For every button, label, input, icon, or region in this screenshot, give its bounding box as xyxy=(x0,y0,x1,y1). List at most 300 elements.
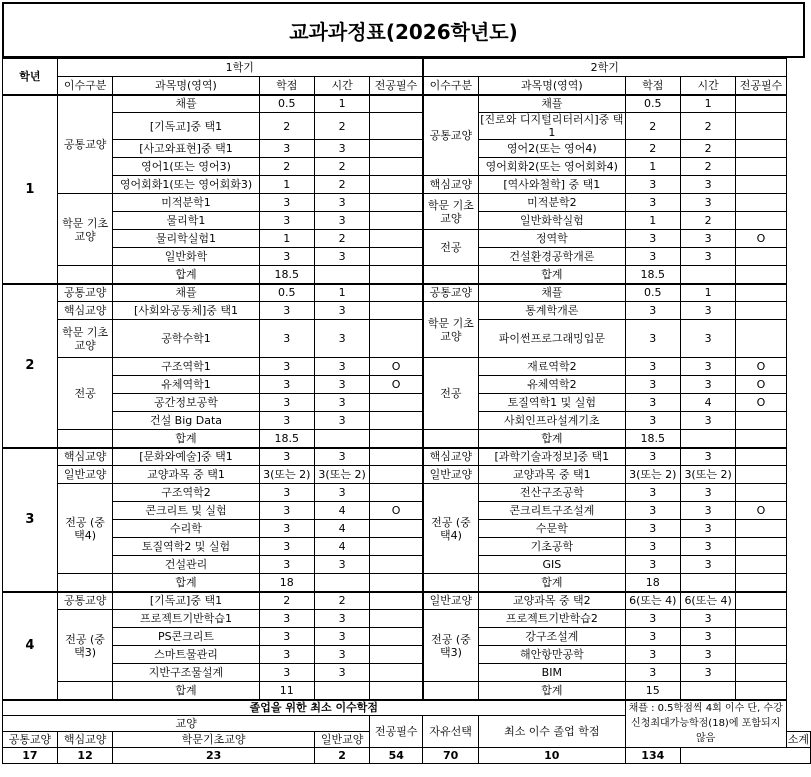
hours: 3 xyxy=(680,520,735,538)
major-required-mark xyxy=(370,176,423,194)
hours: 3 xyxy=(680,556,735,574)
major-required-mark xyxy=(736,212,786,230)
category-cell: 일반교양 xyxy=(423,592,479,610)
credits: 3 xyxy=(259,394,314,412)
major-required-mark xyxy=(736,448,786,466)
hours: 3 xyxy=(680,320,735,358)
hours: 3(또는 2) xyxy=(314,466,369,484)
subject-name: PS콘크리트 xyxy=(113,628,259,646)
credits: 3(또는 2) xyxy=(625,466,680,484)
category-cell: 전공 xyxy=(423,230,479,266)
hours: 3 xyxy=(680,230,735,248)
hours: 3(또는 2) xyxy=(680,466,735,484)
credits: 3 xyxy=(259,140,314,158)
major-required-mark xyxy=(736,284,786,302)
credits: 2 xyxy=(259,158,314,176)
subject-name: 재료역학2 xyxy=(479,358,626,376)
summary-value: 12 xyxy=(57,748,113,764)
hours: 3 xyxy=(314,556,369,574)
credits: 0.5 xyxy=(625,284,680,302)
empty-cell xyxy=(57,430,113,448)
category-cell: 전공 (중 택3) xyxy=(423,610,479,682)
subject-name: 유체역학1 xyxy=(113,376,259,394)
hours: 4 xyxy=(680,394,735,412)
subject-name: 유체역학2 xyxy=(479,376,626,394)
column-header: 학점 xyxy=(259,77,314,95)
subject-name: [사고와표현]중 택1 xyxy=(113,140,259,158)
summary-value: 23 xyxy=(113,748,315,764)
credits: 3 xyxy=(259,628,314,646)
subject-name: GIS xyxy=(479,556,626,574)
category-cell: 전공 xyxy=(423,358,479,430)
major-required-mark: O xyxy=(370,376,423,394)
subject-name: 콘크리트구조설계 xyxy=(479,502,626,520)
subject-name: 해안항만공학 xyxy=(479,646,626,664)
summary-value: 54 xyxy=(370,748,423,764)
major-required-mark xyxy=(736,682,786,700)
subject-name: 영어1(또는 영어3) xyxy=(113,158,259,176)
credits: 3 xyxy=(625,194,680,212)
subject-name: 수문학 xyxy=(479,520,626,538)
column-header: 학점 xyxy=(625,77,680,95)
major-required-mark xyxy=(370,430,423,448)
major-required-mark xyxy=(370,664,423,682)
subject-name: 토질역학1 및 실험 xyxy=(479,394,626,412)
hours: 2 xyxy=(314,230,369,248)
major-required-mark xyxy=(736,520,786,538)
hours: 3 xyxy=(680,194,735,212)
credits: 3 xyxy=(259,538,314,556)
hours xyxy=(314,266,369,284)
subject-name: 파이썬프로그래밍입문 xyxy=(479,320,626,358)
credits: 3 xyxy=(625,520,680,538)
year-label: 4 xyxy=(3,592,58,700)
credits: 0.5 xyxy=(625,95,680,113)
subject-name: 구조역학1 xyxy=(113,358,259,376)
hours: 3 xyxy=(314,212,369,230)
credits: 3 xyxy=(625,376,680,394)
summary-value: 17 xyxy=(3,748,58,764)
empty-cell xyxy=(57,682,113,700)
category-cell: 일반교양 xyxy=(423,466,479,484)
category-cell: 전공 xyxy=(57,358,113,430)
major-required-mark xyxy=(736,266,786,284)
major-required-mark xyxy=(370,520,423,538)
hours: 2 xyxy=(680,158,735,176)
summary-subheader: 학문기초교양 xyxy=(113,732,315,748)
subject-name: 교양과목 중 택1 xyxy=(479,466,626,484)
summary-value: 10 xyxy=(479,748,626,764)
column-header: 시간 xyxy=(680,77,735,95)
year-label: 2 xyxy=(3,284,58,448)
subject-name: 수리학 xyxy=(113,520,259,538)
major-required-mark xyxy=(370,682,423,700)
hours xyxy=(680,430,735,448)
major-required-mark xyxy=(370,412,423,430)
hours: 3 xyxy=(680,412,735,430)
major-required-mark xyxy=(370,610,423,628)
category-cell: 전공 (중 택3) xyxy=(57,610,113,682)
hours: 3 xyxy=(680,302,735,320)
subject-name: 프로젝트기반학습2 xyxy=(479,610,626,628)
major-required-mark xyxy=(370,484,423,502)
hours: 2 xyxy=(314,176,369,194)
major-required-mark xyxy=(736,412,786,430)
subject-name: [문화와예술]중 택1 xyxy=(113,448,259,466)
summary-subheader: 일반교양 xyxy=(314,732,369,748)
subject-name: [진로와 디지털리터러시]중 택1 xyxy=(480,113,624,139)
hours: 1 xyxy=(314,284,369,302)
hours: 3 xyxy=(680,646,735,664)
credits: 3 xyxy=(625,538,680,556)
total-label: 합계 xyxy=(479,430,626,448)
hours: 3 xyxy=(314,358,369,376)
category-cell: 핵심교양 xyxy=(423,176,479,194)
credits: 2 xyxy=(625,140,680,158)
category-cell: 전공 (중 택4) xyxy=(423,484,479,574)
hours: 3 xyxy=(680,376,735,394)
credits: 3 xyxy=(625,628,680,646)
credits: 3 xyxy=(259,302,314,320)
empty-cell xyxy=(57,574,113,592)
subject-name: 건설관리 xyxy=(113,556,259,574)
major-required-mark xyxy=(370,320,423,358)
category-cell: 핵심교양 xyxy=(57,302,113,320)
subject-name: 교양과목 중 택2 xyxy=(479,592,626,610)
total-credits: 18 xyxy=(259,574,314,592)
major-required-mark: O xyxy=(370,502,423,520)
credits: 2 xyxy=(259,113,314,140)
column-header: 전공필수 xyxy=(736,77,786,95)
credits: 3 xyxy=(259,248,314,266)
header-semester-1: 1학기 xyxy=(57,59,423,77)
major-required-mark xyxy=(370,212,423,230)
subject-name: 채플 xyxy=(113,284,259,302)
credits: 3 xyxy=(259,320,314,358)
credits: 3 xyxy=(259,502,314,520)
curriculum-table xyxy=(2,58,811,764)
hours: 3 xyxy=(680,448,735,466)
subject-name: [역사와철학] 중 택1 xyxy=(479,176,626,194)
credits: 3 xyxy=(625,176,680,194)
hours: 4 xyxy=(314,520,369,538)
credits: 2 xyxy=(259,592,314,610)
subject-name: 미적분학1 xyxy=(113,194,259,212)
major-required-mark: O xyxy=(736,230,786,248)
hours: 3 xyxy=(680,502,735,520)
hours: 3 xyxy=(680,484,735,502)
subject-name: 전산구조공학 xyxy=(479,484,626,502)
column-header: 과목명(영역) xyxy=(113,77,259,95)
credits: 3 xyxy=(259,646,314,664)
hours: 4 xyxy=(314,502,369,520)
major-required-mark xyxy=(736,628,786,646)
major-required-mark xyxy=(370,394,423,412)
subject-name: 구조역학2 xyxy=(113,484,259,502)
credits: 3 xyxy=(259,556,314,574)
hours: 3 xyxy=(680,358,735,376)
major-required-mark xyxy=(370,628,423,646)
hours: 3 xyxy=(680,664,735,682)
credits: 3 xyxy=(259,358,314,376)
header-year: 학년 xyxy=(3,59,58,95)
header-semester-2: 2학기 xyxy=(423,59,786,77)
hours: 3 xyxy=(314,320,369,358)
credits: 0.5 xyxy=(259,95,314,113)
major-required-mark xyxy=(370,302,423,320)
summary-major-required-header: 전공필수 xyxy=(370,716,423,748)
major-required-mark xyxy=(736,646,786,664)
total-label: 합계 xyxy=(113,430,259,448)
major-required-mark xyxy=(736,466,786,484)
major-required-mark xyxy=(736,95,786,113)
empty-cell xyxy=(680,748,810,764)
credits: 3 xyxy=(259,610,314,628)
hours: 1 xyxy=(680,284,735,302)
major-required-mark xyxy=(736,592,786,610)
major-required-mark xyxy=(370,266,423,284)
total-label: 합계 xyxy=(479,266,626,284)
subject-name: 공간정보공학 xyxy=(113,394,259,412)
summary-title: 졸업을 위한 최소 이수학점 xyxy=(3,700,626,716)
hours: 3 xyxy=(314,140,369,158)
category-cell: 공통교양 xyxy=(423,95,479,176)
hours: 3 xyxy=(314,194,369,212)
subject-name: [기독교]중 택1 xyxy=(113,592,259,610)
major-required-mark xyxy=(370,248,423,266)
subject-name: 영어회화2(또는 영어회화4) xyxy=(479,158,626,176)
subject-name: 사회인프라설계기초 xyxy=(479,412,626,430)
hours: 3 xyxy=(314,302,369,320)
major-required-mark: O xyxy=(736,502,786,520)
summary-subheader: 핵심교양 xyxy=(57,732,113,748)
hours: 3 xyxy=(680,628,735,646)
credits: 3 xyxy=(625,358,680,376)
subject-name: 건설 Big Data xyxy=(113,412,259,430)
credits: 1 xyxy=(625,212,680,230)
category-cell: 핵심교양 xyxy=(57,448,113,466)
hours: 3 xyxy=(314,448,369,466)
major-required-mark xyxy=(736,158,786,176)
major-required-mark xyxy=(370,646,423,664)
column-header: 이수구분 xyxy=(57,77,113,95)
credits: 3 xyxy=(625,230,680,248)
subject-name: 물리학1 xyxy=(113,212,259,230)
subject-name: [기독교]중 택1 xyxy=(113,113,259,140)
category-cell: 학문 기초교양 xyxy=(423,194,479,230)
subject-name: 미적분학2 xyxy=(479,194,626,212)
subject-name: 정역학 xyxy=(479,230,626,248)
major-required-mark xyxy=(736,113,786,140)
credits: 3 xyxy=(625,394,680,412)
subject-name: 건설환경공학개론 xyxy=(479,248,626,266)
credits: 2 xyxy=(625,113,680,140)
credits: 3 xyxy=(625,248,680,266)
credits: 3 xyxy=(259,412,314,430)
hours: 3 xyxy=(314,664,369,682)
total-label: 합계 xyxy=(479,574,626,592)
hours: 2 xyxy=(680,140,735,158)
major-required-mark xyxy=(370,574,423,592)
category-cell: 핵심교양 xyxy=(423,448,479,466)
total-credits: 18.5 xyxy=(625,266,680,284)
column-header: 이수구분 xyxy=(423,77,479,95)
subject-name: 토질역학2 및 실험 xyxy=(113,538,259,556)
hours: 3 xyxy=(680,538,735,556)
hours: 3 xyxy=(314,484,369,502)
summary-value: 2 xyxy=(314,748,369,764)
credits: 1 xyxy=(259,176,314,194)
total-label: 합계 xyxy=(113,682,259,700)
credits: 3 xyxy=(625,412,680,430)
subject-name: [사회와공동체]중 택1 xyxy=(113,302,259,320)
credits: 3 xyxy=(259,484,314,502)
major-required-mark xyxy=(370,556,423,574)
hours: 3 xyxy=(314,248,369,266)
major-required-mark xyxy=(370,158,423,176)
total-label: 합계 xyxy=(113,266,259,284)
subject-name: 지반구조물설계 xyxy=(113,664,259,682)
summary-free-elective-header: 자유선택 xyxy=(423,716,479,748)
summary-subheader: 공통교양 xyxy=(3,732,58,748)
subject-name: 콘크리트 및 실험 xyxy=(113,502,259,520)
category-cell: 공통교양 xyxy=(423,284,479,302)
hours: 3 xyxy=(680,176,735,194)
major-required-mark xyxy=(370,592,423,610)
subject-name: 영어2(또는 영어4) xyxy=(479,140,626,158)
major-required-mark xyxy=(370,538,423,556)
total-label: 합계 xyxy=(479,682,626,700)
subject-name: 채플 xyxy=(113,95,259,113)
hours: 2 xyxy=(314,592,369,610)
major-required-mark xyxy=(370,113,423,140)
empty-cell xyxy=(423,682,479,700)
subject-name: [과학기술과정보]중 택1 xyxy=(479,448,626,466)
major-required-mark xyxy=(370,284,423,302)
credits: 3 xyxy=(259,194,314,212)
major-required-mark xyxy=(736,664,786,682)
major-required-mark xyxy=(736,194,786,212)
credits: 3 xyxy=(625,302,680,320)
subject-name: 프로젝트기반학습1 xyxy=(113,610,259,628)
subject-name: 일반화학 xyxy=(113,248,259,266)
year-label: 3 xyxy=(3,448,58,592)
major-required-mark xyxy=(370,466,423,484)
total-label: 합계 xyxy=(113,574,259,592)
summary-value: 70 xyxy=(423,748,479,764)
subject-name: BIM xyxy=(479,664,626,682)
category-cell: 학문 기초교양 xyxy=(57,194,113,266)
subject-name: 교양과목 중 택1 xyxy=(113,466,259,484)
category-cell: 일반교양 xyxy=(57,466,113,484)
total-credits: 18.5 xyxy=(625,430,680,448)
major-required-mark xyxy=(736,556,786,574)
major-required-mark xyxy=(370,194,423,212)
subject-name: 영어회화1(또는 영어회화3) xyxy=(113,176,259,194)
major-required-mark xyxy=(736,538,786,556)
hours: 3 xyxy=(680,248,735,266)
credits: 3 xyxy=(625,320,680,358)
major-required-mark xyxy=(370,448,423,466)
page-title: 교과과정표(2026학년도) xyxy=(2,2,805,58)
subject-name: 스마트물관리 xyxy=(113,646,259,664)
credits: 3(또는 2) xyxy=(259,466,314,484)
hours: 2 xyxy=(314,158,369,176)
total-credits: 11 xyxy=(259,682,314,700)
major-required-mark xyxy=(736,320,786,358)
subject-name: 강구조설계 xyxy=(479,628,626,646)
empty-cell xyxy=(57,266,113,284)
major-required-mark xyxy=(736,302,786,320)
column-header: 전공필수 xyxy=(370,77,423,95)
major-required-mark xyxy=(736,140,786,158)
hours: 2 xyxy=(314,113,369,140)
credits: 1 xyxy=(625,158,680,176)
category-cell: 공통교양 xyxy=(57,592,113,610)
summary-subheader: 소계 xyxy=(787,733,809,746)
credits: 3 xyxy=(259,448,314,466)
credits: 3 xyxy=(625,664,680,682)
subject-name: 공학수학1 xyxy=(113,320,259,358)
credits: 3 xyxy=(625,502,680,520)
subject-name: 물리학실험1 xyxy=(113,230,259,248)
hours: 2 xyxy=(680,212,735,230)
total-credits: 18.5 xyxy=(259,266,314,284)
hours: 2 xyxy=(680,113,735,140)
empty-cell xyxy=(423,574,479,592)
major-required-mark: O xyxy=(370,358,423,376)
hours: 3 xyxy=(314,628,369,646)
hours: 3 xyxy=(314,610,369,628)
credits: 1 xyxy=(259,230,314,248)
major-required-mark: O xyxy=(736,376,786,394)
empty-cell xyxy=(423,430,479,448)
subject-name: 기초공학 xyxy=(479,538,626,556)
hours xyxy=(680,574,735,592)
credits: 3 xyxy=(625,448,680,466)
chapel-note: 채플 : 0.5학점씩 4회 이수 단, 수강신청최대가능학점(18)에 포함되지 않음 xyxy=(625,700,786,748)
hours: 6(또는 4) xyxy=(680,592,735,610)
hours: 3 xyxy=(680,610,735,628)
credits: 3 xyxy=(259,212,314,230)
credits: 3 xyxy=(259,520,314,538)
major-required-mark xyxy=(736,248,786,266)
hours: 3 xyxy=(314,376,369,394)
major-required-mark: O xyxy=(736,358,786,376)
total-credits: 18.5 xyxy=(259,430,314,448)
hours: 3 xyxy=(314,646,369,664)
category-cell: 학문 기초교양 xyxy=(423,302,479,358)
credits: 0.5 xyxy=(259,284,314,302)
category-cell: 공통교양 xyxy=(57,95,113,194)
major-required-mark xyxy=(370,140,423,158)
category-cell: 전공 (중 택4) xyxy=(57,484,113,574)
credits: 3 xyxy=(625,610,680,628)
major-required-mark xyxy=(370,95,423,113)
subject-name: 채플 xyxy=(479,284,626,302)
category-cell: 학문 기초교양 xyxy=(57,320,113,358)
empty-cell xyxy=(423,266,479,284)
summary-gyoyang-header: 교양 xyxy=(3,716,370,732)
major-required-mark xyxy=(736,176,786,194)
major-required-mark xyxy=(736,484,786,502)
hours xyxy=(680,682,735,700)
credits: 6(또는 4) xyxy=(625,592,680,610)
summary-min-total-header: 최소 이수 졸업 학점 xyxy=(479,716,626,748)
hours: 4 xyxy=(314,538,369,556)
hours xyxy=(314,682,369,700)
major-required-mark xyxy=(736,610,786,628)
